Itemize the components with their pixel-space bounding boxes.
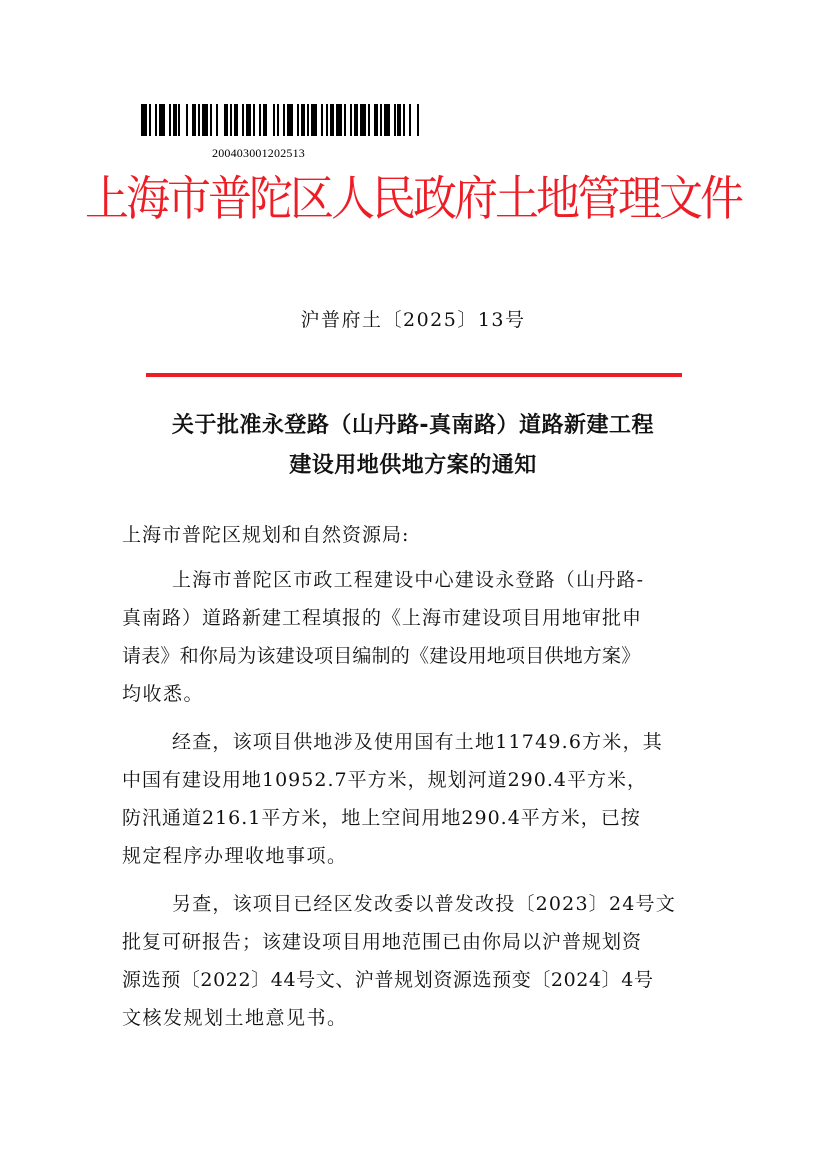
paragraph-2-line-1: 经查，该项目供地涉及使用国有土地11749.6方米，其 (172, 731, 663, 753)
paragraph-1-line-3: 请表》和你局为该建设项目编制的《建设用地项目供地方案》 (122, 645, 641, 667)
paragraph-2-line-4: 规定程序办理收地事项。 (122, 845, 348, 867)
paragraph-2-line-3: 防汛通道216.1平方米，地上空间用地290.4平方米，已按 (122, 807, 641, 829)
title-line-1: 关于批准永登路（山丹路-真南路）道路新建工程 (171, 413, 655, 438)
paragraph-1-line-2: 真南路）道路新建工程填报的《上海市建设项目用地审批申 (122, 607, 643, 629)
paragraph-3-line-3: 源选预〔2022〕44号文、沪普规划资源选预变〔2024〕4号 (122, 969, 654, 991)
red-divider-line (146, 373, 682, 377)
paragraph-3-line-2: 批复可研报告；该建设项目用地范围已由你局以沪普规划资 (122, 931, 643, 953)
paragraph-2-line-2: 中国有建设用地10952.7平方米，规划河道290.4平方米， (122, 769, 647, 791)
agency-header-title: 上海市普陀区人民政府土地管理文件 (85, 171, 741, 227)
addressee: 上海市普陀区规划和自然资源局: (122, 524, 410, 546)
document-number: 沪普府土〔2025〕13号 (300, 309, 526, 331)
paragraph-1-line-4: 均收悉。 (122, 683, 205, 705)
barcode-number: 200403001202513 (212, 146, 305, 160)
document-title (0, 406, 826, 486)
paragraph-3-line-4: 文核发规划土地意见书。 (122, 1007, 348, 1029)
paragraph-1-line-1: 上海市普陀区市政工程建设中心建设永登路（山丹路- (172, 569, 645, 591)
barcode-image (141, 104, 422, 136)
title-line-2: 建设用地供地方案的通知 (289, 453, 537, 478)
paragraph-3-line-1: 另查，该项目已经区发改委以普发改投〔2023〕24号文 (172, 893, 676, 915)
